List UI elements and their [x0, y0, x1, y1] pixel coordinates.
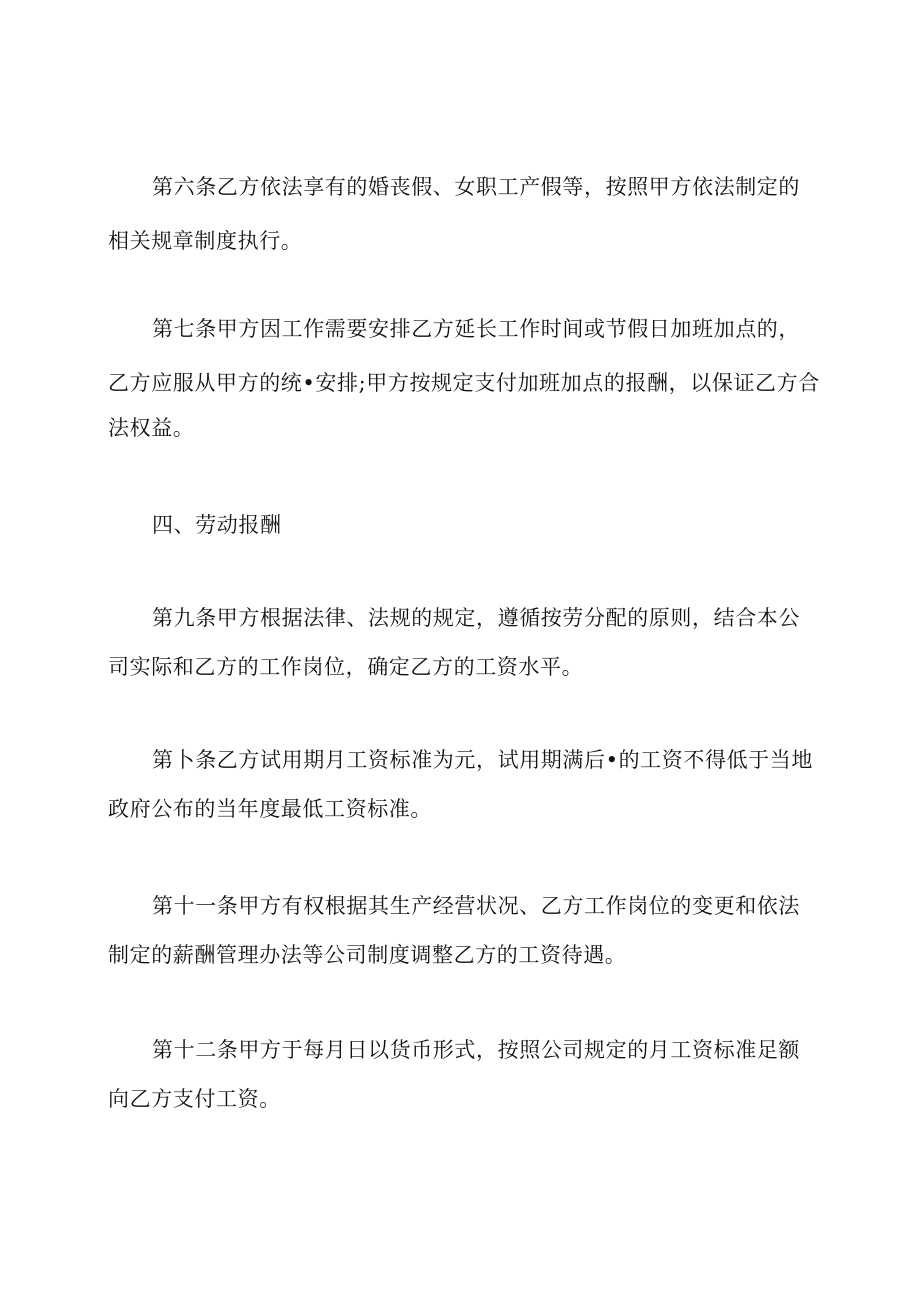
paragraph-article-11-line-1: 第十一条甲方有权根据其生产经营状况、乙方工作岗位的变更和依法: [152, 894, 800, 918]
paragraph-article-6-line-1: 第六条乙方依法享有的婚丧假、女职工产假等，按照甲方依法制定的: [152, 175, 800, 199]
paragraph-article-12-line-2: 向乙方支付工资。: [108, 1087, 281, 1111]
paragraph-article-12-line-1: 第十二条甲方于每月日以货币形式，按照公司规定的月工资标准足额: [152, 1038, 800, 1062]
section-heading-labor-remuneration: 四、劳动报酬: [152, 513, 282, 537]
paragraph-article-10-line-2: 政府公布的当年度最低工资标准。: [108, 797, 432, 821]
paragraph-article-11-line-2: 制定的薪酬管理办法等公司制度调整乙方的工资待遇。: [108, 943, 627, 967]
paragraph-article-6-line-2: 相关规章制度执行。: [108, 229, 303, 253]
paragraph-article-10-line-1: 第卜条乙方试用期月工资标准为元，试用期满后•的工资不得低于当地: [152, 748, 813, 772]
paragraph-article-7-line-3: 法权益。: [108, 416, 195, 440]
paragraph-article-7-line-2: 乙方应服从甲方的统•安排;甲方按规定支付加班加点的报酬，以保证乙方合: [108, 371, 820, 395]
paragraph-article-7-line-1: 第七条甲方因工作需要安排乙方延长工作时间或节假日加班加点的，: [152, 317, 800, 341]
paragraph-article-9-line-2: 司实际和乙方的工作岗位，确定乙方的工资水平。: [108, 655, 584, 679]
paragraph-article-9-line-1: 第九条甲方根据法律、法规的规定，遵循按劳分配的原则，结合本公: [152, 606, 800, 630]
